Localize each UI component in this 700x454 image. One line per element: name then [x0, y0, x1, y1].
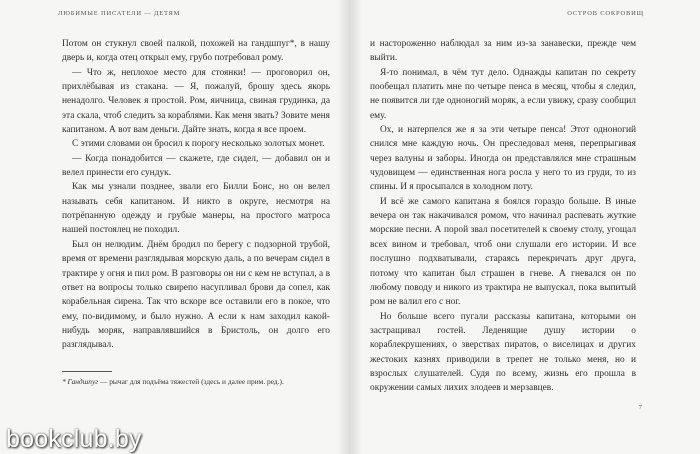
paragraph: Ох, и натерпелся же я за эти четыре пенса! Этот одноногий снился мне каждую ночь. Он преследовал меня, перепрыгивая через валуны и заборы. Иногда он представлялся мне страшным чудовищем — единственная нога росла у него то из груди, то из спины. И я просыпался в холодном поту.	[370, 125, 636, 193]
paragraph: Потом он стукнул своей палкой, похожей на гандшпуг*, в нашу дверь и, когда отец открыл ему, грубо потребовал рому.	[62, 39, 330, 64]
footnote-label: * Гандшпуг	[62, 377, 99, 386]
footnote-rule	[62, 371, 112, 372]
footnote	[62, 376, 318, 388]
paragraph: — Что ж, неплохое место для стоянки! — проговорил он, прихлёбывая из стакана. — Я, пожалуй, брошу здесь якорь ненадолго. Человек я простой. Ром, яичница, свиная грудинка, да эта скала, чтоб следить за кораблями. Как меня звать? Зовите меня капитаном. А вот вам деньги. Дайте знать, когда я все проем.	[62, 67, 330, 136]
right-page	[350, 0, 700, 454]
page-number: 7	[638, 404, 642, 411]
site-watermark: bookclub.by	[6, 425, 142, 453]
right-page-text	[370, 37, 636, 396]
paragraph: И всё же самого капитана я боялся гораздо больше. В иные вечера он так накачивался ромом, что начинал распевать жуткие морские песни. А порой звал посетителей к своему столу, угощал всех вином и требовал, чтоб они слушали его истории. И все послушно подхватывали, стараясь перекричать друг друга, потому что капитан был страшен в гневе. А гневался он по любому поводу и никого из трактира не выпускал, пока выпитый ром не валил его с ног.	[370, 196, 636, 308]
gutter-shadow	[338, 0, 362, 454]
paragraph: Был он нелюдим. Днём бродил по берегу с подзорной трубой, время от времени разглядывая морскую даль, а по вечерам сидел в трактире у огня и пил ром. В разговоры он ни с кем не вступал, а в ответ на вопросы только свирепо насупливал брови да сопел, как корабельная сирена. Так что вскоре все оставили его в покое, что ему, по-видимому, и было нужно. А если к нам заходил какой-нибудь моряк, направлявшийся в Бристоль, он долго его разглядывал.	[62, 239, 330, 351]
paragraph: — Когда понадобится — скажете, где сидел, — добавил он и велел принести его сундук.	[62, 153, 330, 179]
left-page-text	[62, 37, 330, 353]
paragraph: Я-то понимал, в чём тут дело. Однажды капитан по секрету пообещал платить мне по четыре пенса в месяц, чтобы я следил, не появится ли где одноногий моряк, а если увижу, сразу сообщил ему.	[370, 67, 636, 121]
footnote-text: — рычаг для подъёма тяжестей (здесь и далее прим. ред.).	[98, 377, 284, 386]
running-head-left: ЛЮБИМЫЕ ПИСАТЕЛИ — ДЕТЯМ	[58, 10, 181, 17]
paragraph: С этими словами он бросил к порогу несколько золотых монет.	[72, 139, 325, 150]
paragraph: Как мы узнали позднее, звали его Билли Бонс, но он велел называть себя капитаном. И никто в округе, несмотря на потрёпанную одежду и грубые манеры, на простого матроса нашей постоялец не походил.	[62, 182, 330, 236]
running-head-right: ОСТРОВ СОКРОВИЩ	[567, 10, 644, 17]
paragraph: Но больше всего пугали рассказы капитана, которыми он застращивал гостей. Леденящие душу истории о кораблекрушениях, о зверствах пиратов, о виселицах и других жестоких казнях приводили в трепет не только меня, но и взрослых слушателей. Судя по всему, жизнь его прошла в окружении самых лихих злодеев и мерзавцев.	[370, 311, 636, 394]
paragraph: и настороженно наблюдал за ним из-за занавески, прежде чем выйти.	[370, 39, 636, 64]
